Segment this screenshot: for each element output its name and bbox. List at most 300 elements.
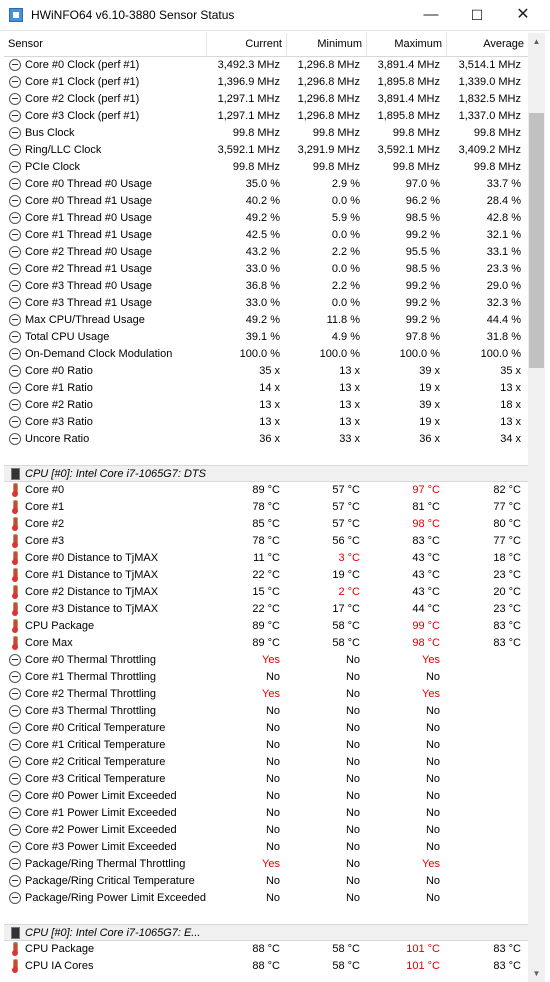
sensor-row[interactable]	[4, 601, 528, 618]
maximum-value: 98.5 %	[405, 212, 440, 224]
minimum-value: 2.2 %	[331, 246, 360, 258]
app-icon	[9, 8, 23, 22]
maximum-value: No	[425, 705, 440, 717]
average-value: 13 x	[500, 382, 521, 394]
column-header-current[interactable]: Current	[207, 33, 287, 56]
average-value: 83 °C	[493, 960, 521, 972]
minimum-value: 99.8 MHz	[312, 161, 360, 173]
sensor-row[interactable]	[4, 839, 528, 856]
current-value: 49.2 %	[245, 314, 280, 326]
clock-icon	[9, 110, 21, 122]
clock-icon	[9, 229, 21, 241]
current-value: No	[265, 739, 280, 751]
current-value: 78 °C	[252, 501, 280, 513]
average-value: 23 °C	[493, 603, 521, 615]
maximum-value: 81 °C	[412, 501, 440, 513]
sensor-name: Core #0 Distance to TjMAX	[25, 552, 159, 564]
sensor-row[interactable]	[4, 380, 528, 397]
average-value: 29.0 %	[486, 280, 521, 292]
sensor-row[interactable]	[4, 142, 528, 159]
average-value: 42.8 %	[486, 212, 521, 224]
sensor-row[interactable]	[4, 74, 528, 91]
average-value: 18 °C	[493, 552, 521, 564]
minimum-value: No	[345, 807, 360, 819]
sensor-name: Core #0 Thread #0 Usage	[25, 178, 152, 190]
current-value: 89 °C	[252, 620, 280, 632]
minimum-value: No	[345, 671, 360, 683]
thermometer-icon	[12, 517, 18, 531]
average-value: 83 °C	[493, 637, 521, 649]
clock-icon	[9, 195, 21, 207]
clock-icon	[9, 824, 21, 836]
minimum-value: No	[345, 688, 360, 700]
sensor-row[interactable]	[4, 431, 528, 448]
sensor-name: Package/Ring Thermal Throttling	[25, 858, 186, 870]
sensor-name: Core #3 Thread #1 Usage	[25, 297, 152, 309]
maximum-value: 101 °C	[406, 960, 440, 972]
sensor-name: Core #2 Thread #1 Usage	[25, 263, 152, 275]
scroll-thumb[interactable]	[529, 113, 544, 368]
average-value: 99.8 MHz	[473, 127, 521, 139]
current-value: 36 x	[259, 433, 280, 445]
maximum-value: 43 °C	[412, 569, 440, 581]
sensor-name: Core #1 Power Limit Exceeded	[25, 807, 177, 819]
thermometer-icon	[12, 619, 18, 633]
sensor-name: Core #1 Critical Temperature	[25, 739, 166, 751]
current-value: 13 x	[259, 416, 280, 428]
current-value: 99.8 MHz	[232, 161, 280, 173]
sensor-row[interactable]	[4, 890, 528, 907]
minimum-value: 1,296.8 MHz	[297, 59, 360, 71]
current-value: 88 °C	[252, 943, 280, 955]
vertical-scrollbar[interactable]	[528, 33, 545, 982]
sensor-name: PCIe Clock	[25, 161, 81, 173]
minimum-value: 2 °C	[338, 586, 360, 598]
minimum-value: No	[345, 722, 360, 734]
minimum-value: 57 °C	[332, 518, 360, 530]
sensor-name: Core #2	[25, 518, 65, 530]
clock-icon	[9, 705, 21, 717]
average-value: 31.8 %	[486, 331, 521, 343]
sensor-row[interactable]	[4, 278, 528, 295]
current-value: 15 °C	[252, 586, 280, 598]
sensor-row[interactable]	[4, 788, 528, 805]
maximum-value: 36 x	[419, 433, 440, 445]
sensor-row[interactable]	[4, 125, 528, 142]
minimum-value: 3 °C	[338, 552, 360, 564]
current-value: 1,297.1 MHz	[217, 110, 280, 122]
column-header-minimum[interactable]: Minimum	[287, 33, 367, 56]
sensor-row[interactable]	[4, 499, 528, 516]
sensor-row[interactable]	[4, 737, 528, 754]
sensor-row[interactable]	[4, 771, 528, 788]
sensor-row[interactable]	[4, 618, 528, 635]
minimum-value: 58 °C	[332, 620, 360, 632]
maximum-value: 1,895.8 MHz	[377, 76, 440, 88]
minimize-button[interactable]: —	[423, 6, 439, 23]
maximum-value: 98 °C	[412, 637, 440, 649]
maximum-value: 98.5 %	[405, 263, 440, 275]
clock-icon	[9, 688, 21, 700]
average-value: 35 x	[500, 365, 521, 377]
current-value: 43.2 %	[245, 246, 280, 258]
sensor-name: Core #0 Power Limit Exceeded	[25, 790, 177, 802]
clock-icon	[9, 399, 21, 411]
current-value: 35 x	[259, 365, 280, 377]
sensor-row[interactable]	[4, 805, 528, 822]
sensor-name: Core #1 Thermal Throttling	[25, 671, 157, 683]
group-title: CPU [#0]: Intel Core i7-1065G7: DTS	[25, 468, 206, 480]
sensor-row[interactable]	[4, 856, 528, 873]
maximum-value: No	[425, 824, 440, 836]
maximum-value: 39 x	[419, 399, 440, 411]
sensor-name: Package/Ring Critical Temperature	[25, 875, 195, 887]
current-value: No	[265, 773, 280, 785]
thermometer-icon	[12, 500, 18, 514]
sensor-name: CPU IA Cores	[25, 960, 94, 972]
average-value: 32.3 %	[486, 297, 521, 309]
sensor-name: Uncore Ratio	[25, 433, 90, 445]
sensor-row[interactable]	[4, 397, 528, 414]
minimum-value: 56 °C	[332, 535, 360, 547]
minimum-value: 17 °C	[332, 603, 360, 615]
minimum-value: 5.9 %	[331, 212, 360, 224]
average-value: 100.0 %	[480, 348, 521, 360]
sensor-row[interactable]	[4, 312, 528, 329]
current-value: 89 °C	[252, 637, 280, 649]
minimum-value: No	[345, 875, 360, 887]
sensor-row[interactable]	[4, 669, 528, 686]
clock-icon	[9, 178, 21, 190]
clock-icon	[9, 841, 21, 853]
sensor-row[interactable]	[4, 958, 528, 975]
sensor-name: Core #3 Power Limit Exceeded	[25, 841, 177, 853]
thermometer-icon	[12, 534, 18, 548]
minimum-value: 58 °C	[332, 637, 360, 649]
sensor-name: Core #3 Thermal Throttling	[25, 705, 157, 717]
current-value: No	[265, 841, 280, 853]
average-value: 99.8 MHz	[473, 161, 521, 173]
table-header	[4, 33, 528, 57]
sensor-row[interactable]	[4, 210, 528, 227]
sensor-name: Core #2 Distance to TjMAX	[25, 586, 159, 598]
sensor-name: Core #2 Critical Temperature	[25, 756, 166, 768]
sensor-name: Core #2 Thermal Throttling	[25, 688, 157, 700]
maximum-value: 43 °C	[412, 586, 440, 598]
maximum-value: 39 x	[419, 365, 440, 377]
current-value: No	[265, 807, 280, 819]
maximum-value: 100.0 %	[399, 348, 440, 360]
sensor-row[interactable]	[4, 414, 528, 431]
minimum-value: No	[345, 654, 360, 666]
sensor-row[interactable]	[4, 720, 528, 737]
clock-icon	[9, 246, 21, 258]
sensor-name: Core #3	[25, 535, 65, 547]
thermometer-icon	[12, 602, 18, 616]
current-value: 39.1 %	[245, 331, 280, 343]
current-value: 88 °C	[252, 960, 280, 972]
sensor-name: Ring/LLC Clock	[25, 144, 102, 156]
current-value: 40.2 %	[245, 195, 280, 207]
minimum-value: 13 x	[339, 416, 360, 428]
average-value: 80 °C	[493, 518, 521, 530]
maximum-value: No	[425, 790, 440, 802]
scroll-up-arrow[interactable]: ▲	[532, 37, 541, 46]
sensor-rows	[4, 57, 528, 975]
close-button[interactable]: ✕	[516, 6, 530, 23]
minimum-value: 99.8 MHz	[312, 127, 360, 139]
minimum-value: 1,296.8 MHz	[297, 110, 360, 122]
maximum-value: 101 °C	[406, 943, 440, 955]
current-value: 13 x	[259, 399, 280, 411]
sensor-name: Core #0 Critical Temperature	[25, 722, 166, 734]
sensor-name: Core #2 Thread #0 Usage	[25, 246, 152, 258]
clock-icon	[9, 161, 21, 173]
average-value: 1,339.0 MHz	[458, 76, 521, 88]
maximize-button[interactable]: ☐	[470, 7, 484, 23]
maximum-value: No	[425, 756, 440, 768]
maximum-value: Yes	[422, 654, 440, 666]
current-value: 89 °C	[252, 484, 280, 496]
average-value: 3,514.1 MHz	[458, 59, 521, 71]
sensor-row[interactable]	[4, 108, 528, 125]
average-value: 83 °C	[493, 620, 521, 632]
clock-icon	[9, 144, 21, 156]
minimum-value: 1,296.8 MHz	[297, 76, 360, 88]
clock-icon	[9, 76, 21, 88]
column-header-maximum[interactable]: Maximum	[367, 33, 447, 56]
minimum-value: 58 °C	[332, 943, 360, 955]
average-value: 77 °C	[493, 535, 521, 547]
current-value: Yes	[262, 688, 280, 700]
minimum-value: No	[345, 739, 360, 751]
sensor-name: Core #1 Thread #1 Usage	[25, 229, 152, 241]
sensor-row[interactable]	[4, 516, 528, 533]
average-value: 1,337.0 MHz	[458, 110, 521, 122]
sensor-name: Core #1	[25, 501, 65, 513]
sensor-row[interactable]	[4, 295, 528, 312]
sensor-row[interactable]	[4, 873, 528, 890]
minimum-value: 0.0 %	[331, 263, 360, 275]
average-value: 34 x	[500, 433, 521, 445]
average-value: 20 °C	[493, 586, 521, 598]
sensor-row[interactable]	[4, 329, 528, 346]
group-title: CPU [#0]: Intel Core i7-1065G7: E...	[25, 927, 201, 939]
clock-icon	[9, 858, 21, 870]
sensor-row[interactable]	[4, 584, 528, 601]
sensor-row[interactable]	[4, 754, 528, 771]
maximum-value: 99.2 %	[405, 280, 440, 292]
current-value: No	[265, 705, 280, 717]
current-value: 3,492.3 MHz	[217, 59, 280, 71]
current-value: 100.0 %	[239, 348, 280, 360]
maximum-value: No	[425, 722, 440, 734]
minimum-value: 4.9 %	[331, 331, 360, 343]
sensor-row[interactable]	[4, 57, 528, 74]
sensor-row[interactable]	[4, 91, 528, 108]
current-value: 1,396.9 MHz	[217, 76, 280, 88]
average-value: 1,832.5 MHz	[458, 93, 521, 105]
maximum-value: 3,891.4 MHz	[377, 93, 440, 105]
sensor-row[interactable]	[4, 346, 528, 363]
maximum-value: 44 °C	[412, 603, 440, 615]
current-value: No	[265, 790, 280, 802]
average-value: 83 °C	[493, 943, 521, 955]
maximum-value: 19 x	[419, 416, 440, 428]
current-value: 3,592.1 MHz	[217, 144, 280, 156]
clock-icon	[9, 892, 21, 904]
sensor-row[interactable]	[4, 533, 528, 550]
clock-icon	[9, 756, 21, 768]
current-value: No	[265, 756, 280, 768]
maximum-value: 43 °C	[412, 552, 440, 564]
sensor-name: Core #3 Critical Temperature	[25, 773, 166, 785]
sensor-name: Total CPU Usage	[25, 331, 110, 343]
sensor-table	[4, 33, 528, 975]
clock-icon	[9, 331, 21, 343]
sensor-name: Core #3 Distance to TjMAX	[25, 603, 159, 615]
sensor-name: On-Demand Clock Modulation	[25, 348, 173, 360]
sensor-name: Core #0	[25, 484, 65, 496]
sensor-name: CPU Package	[25, 620, 95, 632]
minimum-value: No	[345, 858, 360, 870]
sensor-name: Core #0 Clock (perf #1)	[25, 59, 140, 71]
sensor-row[interactable]	[4, 686, 528, 703]
sensor-name: Package/Ring Power Limit Exceeded	[25, 892, 206, 904]
maximum-value: 83 °C	[412, 535, 440, 547]
minimum-value: 11.8 %	[326, 314, 360, 326]
maximum-value: No	[425, 739, 440, 751]
sensor-row[interactable]	[4, 159, 528, 176]
sensor-name: Core #0 Thermal Throttling	[25, 654, 157, 666]
minimum-value: No	[345, 824, 360, 836]
average-value: 33.1 %	[486, 246, 521, 258]
minimum-value: 13 x	[339, 382, 360, 394]
sensor-row[interactable]	[4, 635, 528, 652]
sensor-row[interactable]	[4, 176, 528, 193]
minimum-value: 0.0 %	[331, 297, 360, 309]
minimum-value: 3,291.9 MHz	[297, 144, 360, 156]
maximum-value: 97.8 %	[405, 331, 440, 343]
sensor-row[interactable]	[4, 363, 528, 380]
clock-icon	[9, 93, 21, 105]
sensor-name: Core Max	[25, 637, 73, 649]
column-header-sensor[interactable]: Sensor	[4, 33, 207, 56]
sensor-row[interactable]	[4, 703, 528, 720]
sensor-row[interactable]	[4, 550, 528, 567]
average-value: 18 x	[500, 399, 521, 411]
maximum-value: 99.2 %	[405, 297, 440, 309]
maximum-value: 3,592.1 MHz	[377, 144, 440, 156]
maximum-value: No	[425, 875, 440, 887]
maximum-value: No	[425, 773, 440, 785]
minimum-value: No	[345, 892, 360, 904]
maximum-value: 97 °C	[412, 484, 440, 496]
clock-icon	[9, 297, 21, 309]
clock-icon	[9, 654, 21, 666]
average-value: 23 °C	[493, 569, 521, 581]
minimum-value: No	[345, 773, 360, 785]
sensor-group-header[interactable]	[4, 465, 528, 482]
sensor-row[interactable]	[4, 822, 528, 839]
title-bar	[0, 0, 550, 31]
average-value: 32.1 %	[486, 229, 521, 241]
current-value: 14 x	[259, 382, 280, 394]
current-value: 1,297.1 MHz	[217, 93, 280, 105]
maximum-value: 99.8 MHz	[392, 127, 440, 139]
minimum-value: 13 x	[339, 365, 360, 377]
current-value: No	[265, 722, 280, 734]
clock-icon	[9, 790, 21, 802]
sensor-name: Bus Clock	[25, 127, 75, 139]
sensor-row[interactable]	[4, 244, 528, 261]
sensor-row[interactable]	[4, 227, 528, 244]
clock-icon	[9, 263, 21, 275]
minimum-value: 2.9 %	[331, 178, 360, 190]
sensor-name: Core #2 Power Limit Exceeded	[25, 824, 177, 836]
current-value: No	[265, 892, 280, 904]
sensor-row[interactable]	[4, 482, 528, 499]
clock-icon	[9, 739, 21, 751]
current-value: No	[265, 875, 280, 887]
thermometer-icon	[12, 585, 18, 599]
sensor-name: Core #3 Thread #0 Usage	[25, 280, 152, 292]
current-value: 33.0 %	[245, 263, 280, 275]
average-value: 44.4 %	[486, 314, 521, 326]
minimum-value: 13 x	[339, 399, 360, 411]
minimum-value: 0.0 %	[331, 195, 360, 207]
thermometer-icon	[12, 551, 18, 565]
sensor-name: Core #2 Clock (perf #1)	[25, 93, 140, 105]
maximum-value: 99.2 %	[405, 314, 440, 326]
clock-icon	[9, 382, 21, 394]
average-value: 28.4 %	[486, 195, 521, 207]
sensor-row[interactable]	[4, 193, 528, 210]
clock-icon	[9, 875, 21, 887]
thermometer-icon	[12, 483, 18, 497]
clock-icon	[9, 212, 21, 224]
maximum-value: 3,891.4 MHz	[377, 59, 440, 71]
current-value: 78 °C	[252, 535, 280, 547]
clock-icon	[9, 348, 21, 360]
minimum-value: 57 °C	[332, 501, 360, 513]
clock-icon	[9, 416, 21, 428]
scroll-down-arrow[interactable]: ▼	[532, 969, 541, 978]
column-header-average[interactable]: Average	[483, 38, 524, 50]
sensor-name: Core #0 Ratio	[25, 365, 93, 377]
maximum-value: 1,895.8 MHz	[377, 110, 440, 122]
thermometer-icon	[12, 636, 18, 650]
maximum-value: No	[425, 671, 440, 683]
minimum-value: 0.0 %	[331, 229, 360, 241]
current-value: Yes	[262, 654, 280, 666]
sensor-group-header[interactable]	[4, 924, 528, 941]
minimum-value: No	[345, 705, 360, 717]
sensor-row[interactable]	[4, 941, 528, 958]
sensor-name: Max CPU/Thread Usage	[25, 314, 145, 326]
sensor-row[interactable]	[4, 261, 528, 278]
sensor-row[interactable]	[4, 567, 528, 584]
sensor-name: Core #3 Clock (perf #1)	[25, 110, 140, 122]
minimum-value: No	[345, 756, 360, 768]
clock-icon	[9, 671, 21, 683]
thermometer-icon	[12, 959, 18, 973]
sensor-row[interactable]	[4, 652, 528, 669]
maximum-value: 99 °C	[412, 620, 440, 632]
maximum-value: Yes	[422, 858, 440, 870]
clock-icon	[9, 280, 21, 292]
average-value: 13 x	[500, 416, 521, 428]
